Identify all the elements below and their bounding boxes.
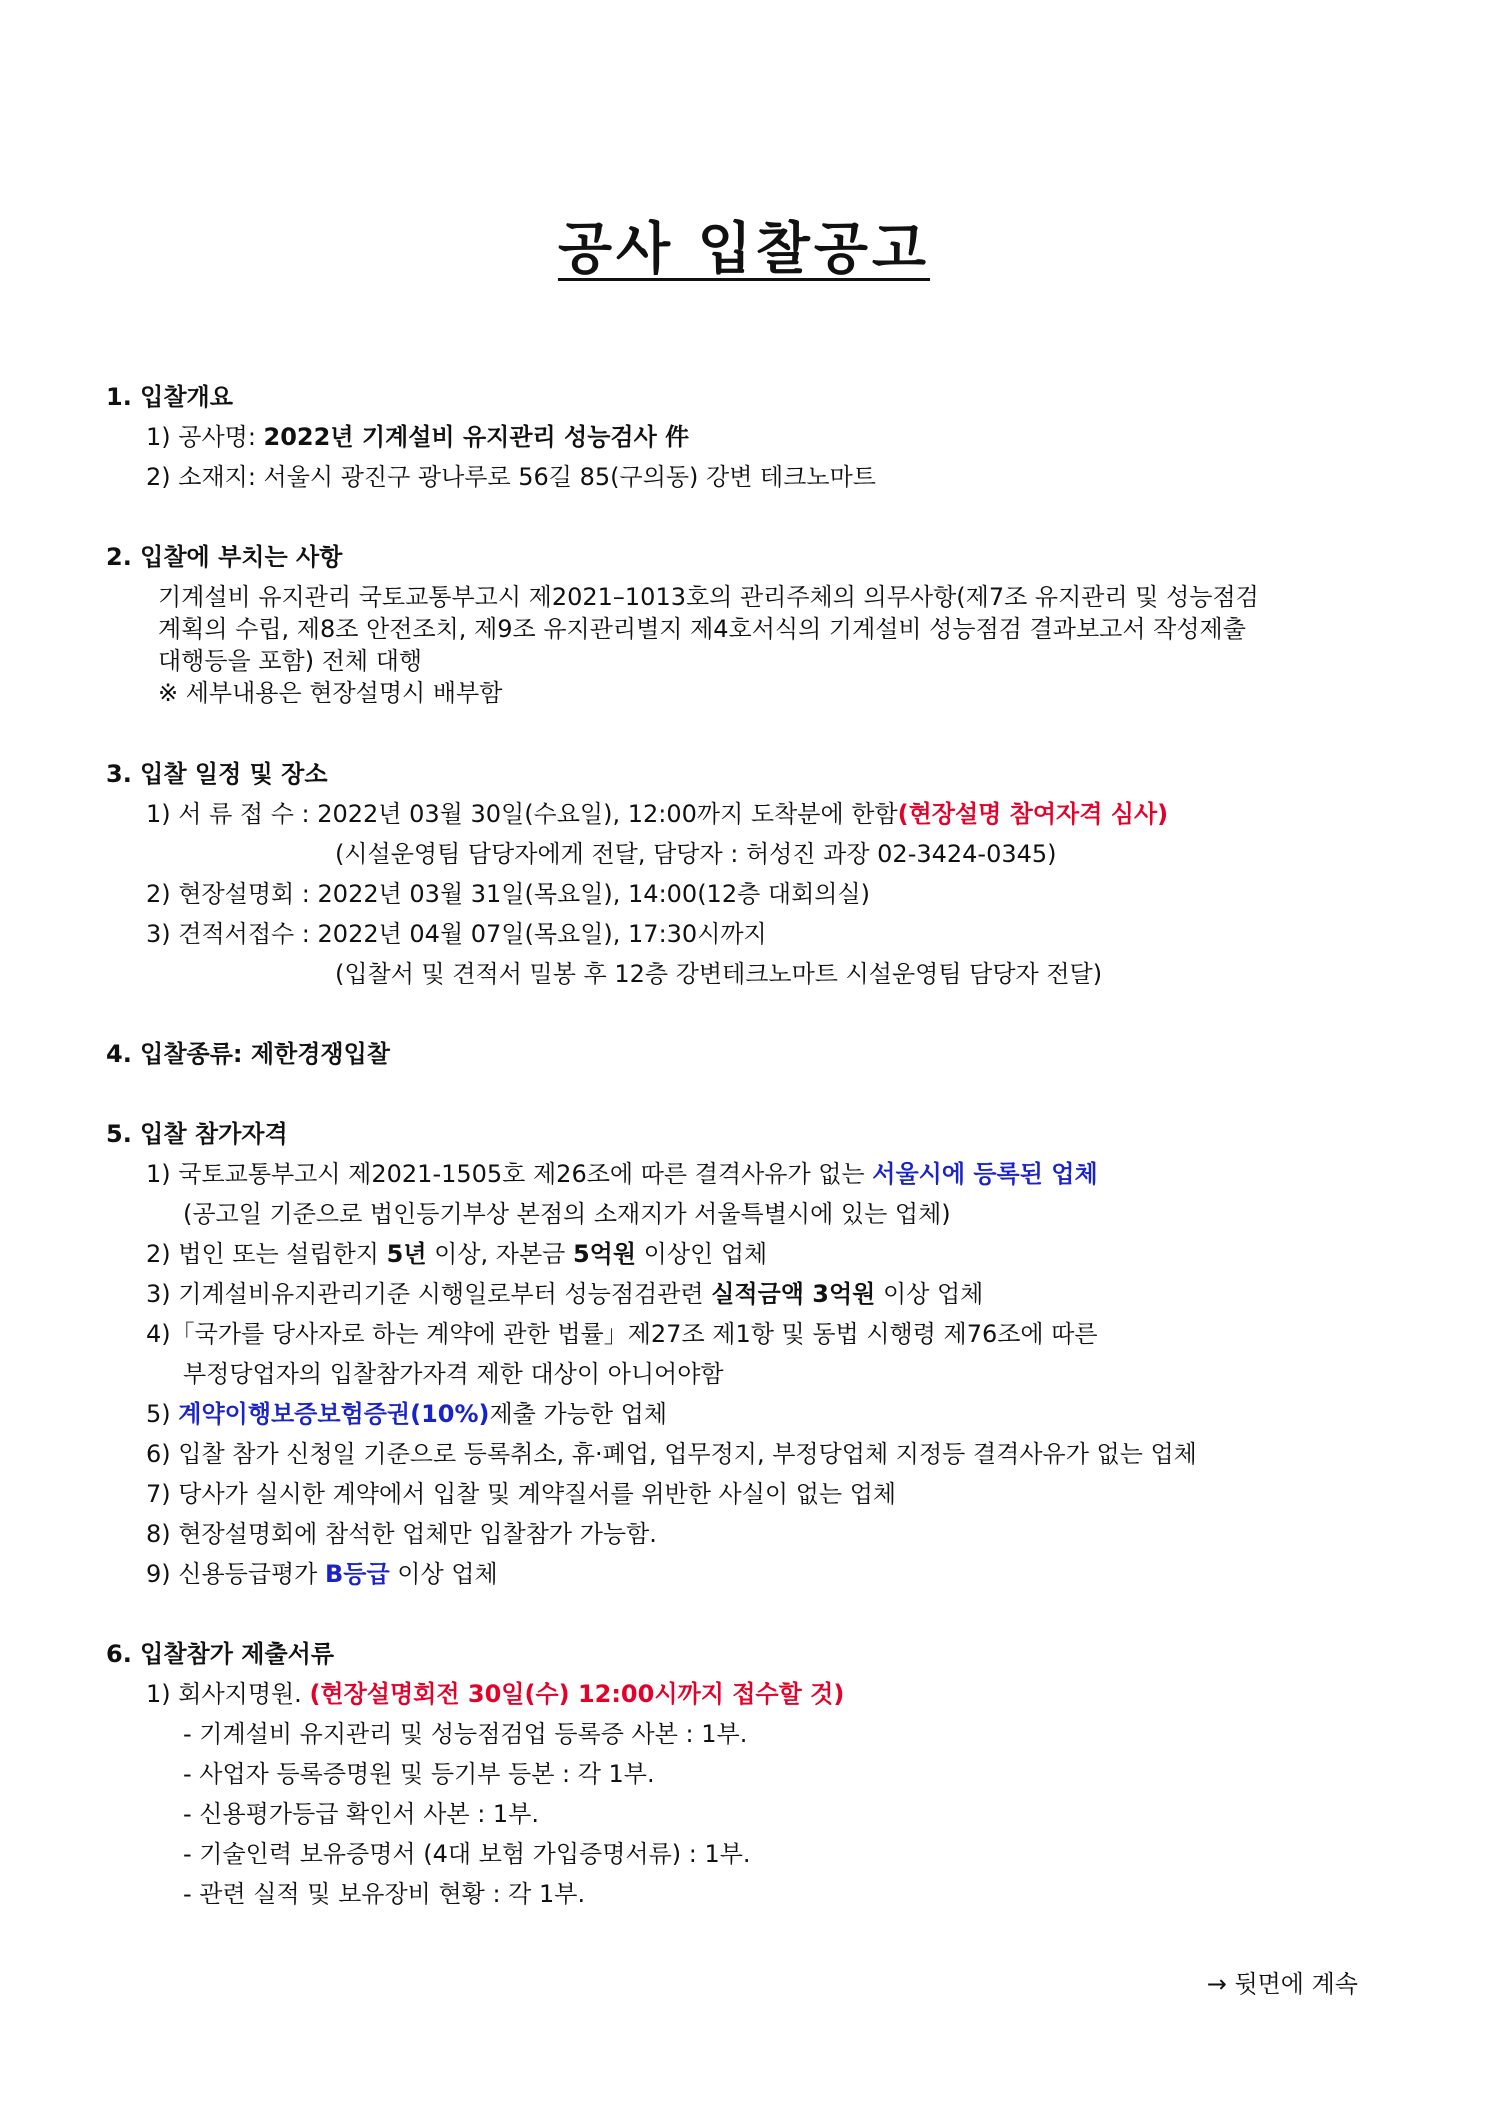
- page-title: [0, 205, 1488, 285]
- continued-note: → 뒷면에 계속: [1206, 1970, 1358, 1998]
- s5-item-3: [146, 1279, 983, 1309]
- s2-line-1: 기계설비 유지관리 국토교통부고시 제2021–1013호의 관리주체의 의무사항(제7조 유지관리 및 성능점검: [158, 583, 1259, 611]
- page-title-text: 공사 입찰공고: [557, 217, 931, 282]
- section-3-heading: 3. 입찰 일정 및 장소: [106, 760, 328, 788]
- s5-item-2-e: 이상인 업체: [636, 1240, 768, 1268]
- s5-item-5-highlight: 계약이행보증보험증권(10%): [178, 1400, 490, 1428]
- s5-item-1: [146, 1159, 1098, 1189]
- s6-sub-1: - 기계설비 유지관리 및 성능점검업 등록증 사본 : 1부.: [183, 1720, 748, 1748]
- s6-sub-5: - 관련 실적 및 보유장비 현황 : 각 1부.: [183, 1880, 586, 1908]
- s1-item-1-label: 1) 공사명:: [146, 423, 264, 451]
- s5-item-1-text: 1) 국토교통부고시 제2021-1505호 제26조에 따른 결격사유가 없는: [146, 1160, 873, 1188]
- s1-item-1-project-name: 2022년 기계설비 유지관리 성능검사 件: [263, 423, 690, 451]
- s6-sub-2: - 사업자 등록증명원 및 등기부 등본 : 각 1부.: [183, 1760, 655, 1788]
- s1-item-1: [146, 422, 689, 452]
- s2-line-2: 계획의 수립, 제8조 안전조치, 제9조 유지관리별지 제4호서식의 기계설비 성능점검 결과보고서 작성제출: [158, 615, 1246, 643]
- s5-item-7: 7) 당사가 실시한 계약에서 입찰 및 계약질서를 위반한 사실이 없는 업체: [146, 1480, 897, 1508]
- s3-item-2: 2) 현장설명회 : 2022년 03월 31일(목요일), 14:00(12층 대회의실): [146, 880, 871, 908]
- s5-item-5-prefix: 5): [146, 1400, 179, 1428]
- s5-item-8: 8) 현장설명회에 참석한 업체만 입찰참가 가능함.: [146, 1520, 657, 1548]
- s3-item-1-text: 1) 서 류 접 수 : 2022년 03월 30일(수요일), 12:00까지 도착분에 한함: [146, 800, 898, 828]
- section-6-heading: 6. 입찰참가 제출서류: [106, 1640, 334, 1668]
- s1-item-2: 2) 소재지: 서울시 광진구 광나루로 56길 85(구의동) 강변 테크노마트: [146, 463, 876, 491]
- s5-item-9-prefix: 9) 신용등급평가: [146, 1560, 325, 1588]
- s5-item-4-sub: 부정당업자의 입찰참가자격 제한 대상이 아니어야함: [183, 1360, 724, 1388]
- s2-note: ※ 세부내용은 현장설명시 배부함: [158, 679, 503, 707]
- s5-item-2: [146, 1239, 767, 1269]
- s6-sub-4: - 기술인력 보유증명서 (4대 보험 가입증명서류) : 1부.: [183, 1840, 751, 1868]
- s3-item-1-highlight: (현장설명 참여자격 심사): [897, 800, 1169, 828]
- s5-item-1-sub: (공고일 기준으로 법인등기부상 본점의 소재지가 서울특별시에 있는 업체): [183, 1200, 951, 1228]
- s3-item-1-sub: (시설운영팀 담당자에게 전달, 담당자 : 허성진 과장 02-3424-0345): [335, 840, 1057, 868]
- s5-item-3-c: 이상 업체: [875, 1280, 984, 1308]
- s5-item-5-suffix: 제출 가능한 업체: [489, 1400, 668, 1428]
- s5-item-2-a: 2) 법인 또는 설립한지: [146, 1240, 387, 1268]
- s5-item-3-a: 3) 기계설비유지관리기준 시행일로부터 성능점검관련: [146, 1280, 712, 1308]
- s3-item-1: [146, 799, 1168, 829]
- s6-item-1: [146, 1679, 844, 1709]
- s3-item-3-sub: (입찰서 및 견적서 밀봉 후 12층 강변테크노마트 시설운영팀 담당자 전달): [335, 960, 1103, 988]
- s6-item-1-text: 1) 회사지명원.: [146, 1680, 310, 1708]
- s5-item-9-suffix: 이상 업체: [389, 1560, 498, 1588]
- s5-item-6: 6) 입찰 참가 신청일 기준으로 등록취소, 휴·폐업, 업무정지, 부정당업체 지정등 결격사유가 없는 업체: [146, 1440, 1197, 1468]
- s3-item-3: 3) 견적서접수 : 2022년 04월 07일(목요일), 17:30시까지: [146, 920, 767, 948]
- s5-item-2-years: 5년: [386, 1240, 427, 1268]
- s5-item-2-capital: 5억원: [572, 1240, 637, 1268]
- section-2-heading: 2. 입찰에 부치는 사항: [106, 543, 343, 571]
- s6-sub-3: - 신용평가등급 확인서 사본 : 1부.: [183, 1800, 539, 1828]
- section-5-heading: 5. 입찰 참가자격: [106, 1120, 288, 1148]
- s5-item-5: [146, 1399, 667, 1429]
- section-1-heading: 1. 입찰개요: [106, 383, 233, 411]
- s5-item-9: [146, 1559, 498, 1589]
- s5-item-4: 4)「국가를 당사자로 하는 계약에 관한 법률」제27조 제1항 및 동법 시행령 제76조에 따른: [146, 1320, 1098, 1348]
- s5-item-1-highlight: 서울시에 등록된 업체: [872, 1160, 1098, 1188]
- s5-item-2-c: 이상, 자본금: [426, 1240, 573, 1268]
- s6-item-1-highlight: (현장설명회전 30일(수) 12:00시까지 접수할 것): [309, 1680, 845, 1708]
- s2-line-3: 대행등을 포함) 전체 대행: [158, 647, 423, 675]
- s5-item-3-amount: 실적금액 3억원: [711, 1280, 876, 1308]
- s5-item-9-highlight: B등급: [325, 1560, 390, 1588]
- section-4-heading: 4. 입찰종류: 제한경쟁입찰: [106, 1040, 390, 1068]
